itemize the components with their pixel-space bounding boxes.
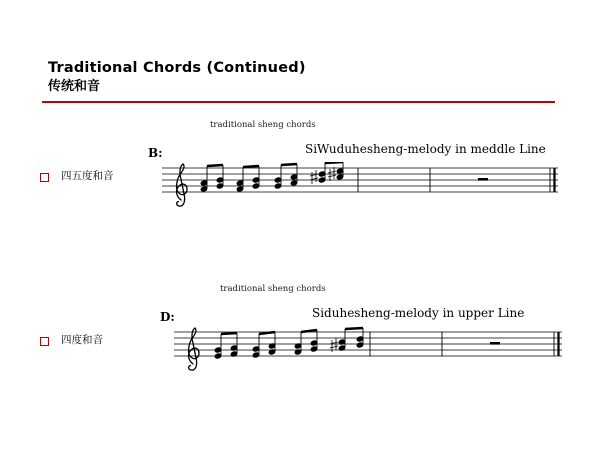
score-heading: Siduhesheng-melody in upper Line <box>312 306 525 320</box>
music-staff <box>174 326 562 378</box>
score-caption: traditional sheng chords <box>210 120 316 130</box>
bullet-label: 四五度和音 <box>61 170 114 182</box>
music-score-panel <box>152 278 564 396</box>
page-title <box>48 60 548 95</box>
score-section-label: B: <box>148 146 163 160</box>
music-staff <box>162 162 558 214</box>
score-heading: SiWuduhesheng-melody in meddle Line <box>305 142 546 156</box>
bullet-label: 四度和音 <box>61 334 103 346</box>
square-bullet-icon <box>40 337 49 346</box>
list-item <box>40 170 114 182</box>
square-bullet-icon <box>40 173 49 182</box>
title-chinese: 传统和音 <box>48 79 101 94</box>
music-score-panel <box>140 114 560 232</box>
score-caption: traditional sheng chords <box>220 284 326 294</box>
title-divider <box>42 101 555 103</box>
list-item <box>40 334 103 346</box>
title-english: Traditional Chords (Continued) <box>48 60 306 76</box>
score-section-label: D: <box>160 310 175 324</box>
